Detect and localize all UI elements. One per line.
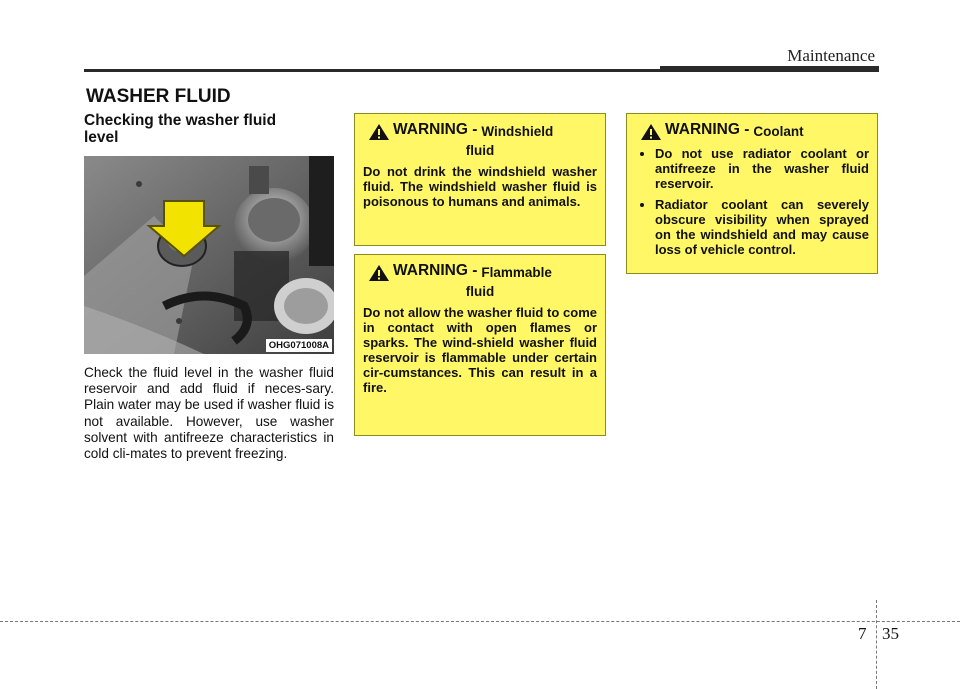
- subsection-title: Checking the washer fluid level: [84, 112, 277, 146]
- section-title: WASHER FLUID: [86, 86, 231, 107]
- figure-code: OHG071008A: [266, 339, 332, 352]
- warning-heading: [369, 122, 597, 140]
- warning-box-windshield-fluid: [354, 113, 606, 246]
- warning-triangle-icon: [369, 265, 389, 281]
- warning-triangle-icon: [641, 124, 661, 140]
- warning-box-coolant: [626, 113, 878, 274]
- warning-subject-cont: fluid: [465, 284, 495, 299]
- engine-bay-photo: [84, 156, 334, 354]
- warning-box-flammable-fluid: [354, 254, 606, 436]
- header-rule-accent: [660, 66, 879, 72]
- chapter-number: 7: [858, 624, 867, 643]
- engine-bay-illustration: [84, 156, 334, 354]
- header-section-title: Maintenance: [787, 46, 875, 65]
- warning-bullet-list: [635, 146, 869, 257]
- warning-label: WARNING -: [393, 262, 478, 279]
- warning-label: WARNING -: [665, 121, 750, 138]
- page-number: 35: [882, 624, 899, 643]
- warning-subject: Flammable: [481, 265, 552, 280]
- footer-rule: [0, 621, 960, 622]
- warning-label: WARNING -: [393, 121, 478, 138]
- warning-bullet: • Do not use radiator coolant or antifreeze in the washer fluid reservoir.: [655, 146, 869, 191]
- warning-body: Do not drink the windshield washer fluid. The windshield washer fluid is poisonous to humans and animals.: [363, 164, 597, 209]
- warning-subject: Coolant: [753, 124, 804, 139]
- warning-triangle-icon: [369, 124, 389, 140]
- warning-body: Do not allow the washer fluid to come in contact with open flames or sparks. The wind-shield washer fluid reservoir is flammable under certain cir-cumstances. This can result in a fire.: [363, 305, 597, 395]
- warning-heading: [369, 263, 597, 281]
- warning-bullet: • Radiator coolant can severely obscure visibility when sprayed on the windshield and may cause loss of vehicle control.: [655, 197, 869, 257]
- warning-subject: Windshield: [481, 124, 554, 139]
- footer-divider: [876, 600, 877, 689]
- warning-heading: [641, 122, 869, 140]
- warning-subject-cont: fluid: [465, 143, 495, 158]
- body-paragraph: Check the fluid level in the washer fluid reservoir and add fluid if neces-sary. Plain water may be used if washer fluid is not available. However, use washer solvent with antifreeze characteristics in cold cli-mates to prevent freezing.: [84, 365, 334, 462]
